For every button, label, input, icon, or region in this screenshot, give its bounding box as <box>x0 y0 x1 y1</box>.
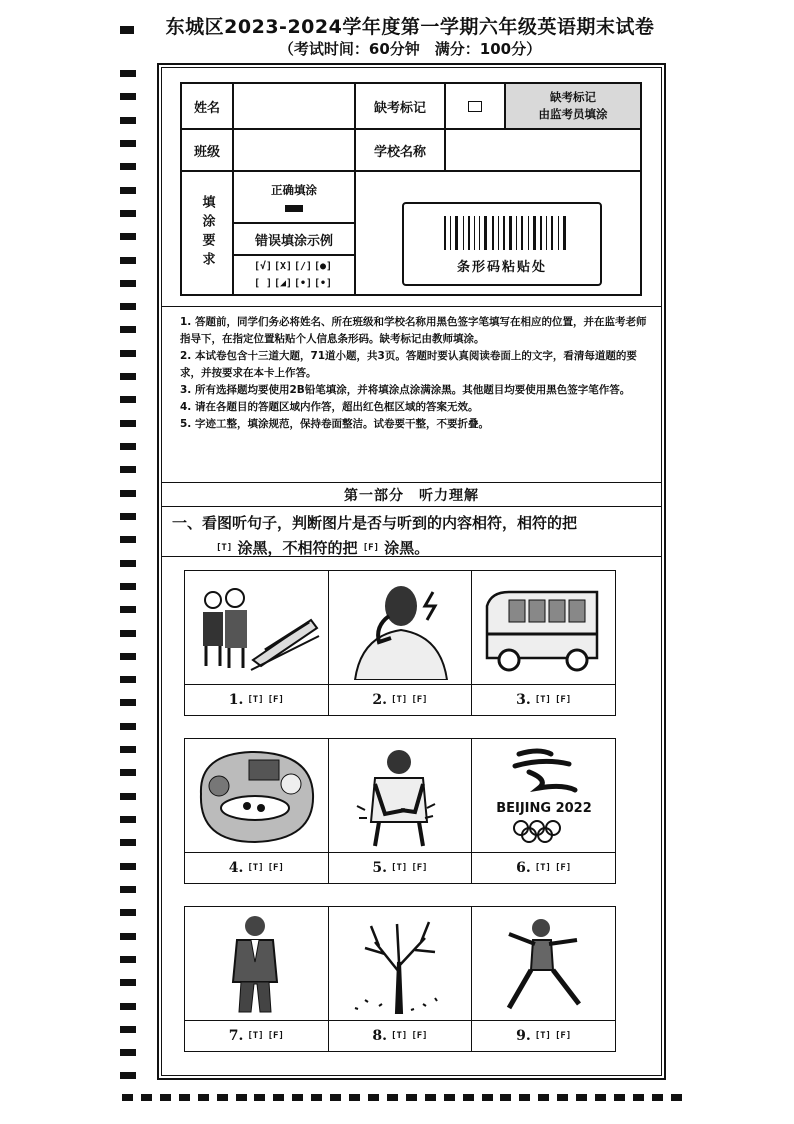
barcode-bar <box>521 216 523 250</box>
registration-mark <box>120 630 136 637</box>
question-number <box>472 1021 615 1051</box>
registration-mark <box>120 373 136 380</box>
option-t[interactable]: [T] <box>391 1031 408 1041</box>
barcode-bar <box>563 216 566 250</box>
note-item: 4. 请在各题目的答题区域内作答，超出红色框区域的答案无效。 <box>180 401 479 413</box>
divider-section-bottom <box>161 506 662 507</box>
kung-fu-icon <box>479 912 609 1016</box>
registration-mark <box>120 839 136 846</box>
option-f[interactable]: [F] <box>554 695 572 705</box>
option-t[interactable]: [T] <box>247 1031 264 1041</box>
beijing-2022-logo-picture <box>472 739 615 853</box>
barcode-bar <box>546 216 547 250</box>
divider-instruction-bottom <box>161 556 662 557</box>
registration-mark <box>120 70 136 77</box>
question-card <box>185 907 329 1051</box>
registration-mark <box>330 1094 341 1101</box>
barcode-bar <box>551 216 553 250</box>
absent-checkbox[interactable] <box>468 101 482 112</box>
question-card <box>472 907 615 1051</box>
registration-mark <box>120 653 136 660</box>
wrong-fill-sample: [√] <box>254 261 273 272</box>
option-t[interactable]: [T] <box>534 863 551 873</box>
registration-mark <box>120 560 136 567</box>
instruction-end: 涂黑。 <box>384 539 430 557</box>
registration-mark <box>406 1094 417 1101</box>
option-f[interactable]: [F] <box>267 1031 284 1041</box>
question-number <box>472 685 615 715</box>
f-option-sample: [F] <box>362 543 380 553</box>
question-number <box>472 853 615 883</box>
wrong-fill-sample: [●] <box>314 261 333 272</box>
registration-mark <box>120 490 136 497</box>
barcode-bar <box>444 216 446 250</box>
registration-mark <box>120 350 136 357</box>
registration-mark <box>120 606 136 613</box>
registration-mark <box>538 1094 549 1101</box>
picture-row-2 <box>184 738 616 884</box>
registration-mark <box>387 1094 398 1101</box>
question-number <box>329 853 472 883</box>
registration-mark <box>671 1094 682 1101</box>
question-num: 6. <box>516 860 531 876</box>
option-f[interactable]: [F] <box>411 695 428 705</box>
divider-section-top <box>161 482 662 483</box>
barcode-bar <box>498 216 499 250</box>
registration-mark <box>120 979 136 986</box>
registration-mark <box>120 326 136 333</box>
registration-mark <box>349 1094 360 1101</box>
question-num: 4. <box>228 860 244 876</box>
olympic-logo-icon <box>479 744 609 848</box>
registration-mark <box>425 1094 436 1101</box>
option-f[interactable]: [F] <box>267 863 284 873</box>
question-num: 8. <box>372 1028 388 1044</box>
question-card <box>472 571 615 715</box>
barcode-bar <box>516 216 517 250</box>
filled-mark-example <box>285 205 303 212</box>
registration-mark <box>120 466 136 473</box>
instruction-line2 <box>172 536 652 561</box>
registration-mark <box>120 583 136 590</box>
registration-mark <box>120 163 136 170</box>
absent-note <box>505 83 641 129</box>
question-num: 3. <box>516 692 531 708</box>
registration-mark <box>652 1094 663 1101</box>
question-num: 9. <box>516 1028 531 1044</box>
registration-mark <box>120 117 136 124</box>
class-field[interactable] <box>233 129 355 171</box>
note-item: 2. 本试卷包含十三道大题，71道小题，共3页。答题时要认真阅读卷面上的文字，看清每道题的要求，并按要求在本卡上作答。 <box>180 350 637 379</box>
picture-row-1 <box>184 570 616 716</box>
question-number <box>329 685 472 715</box>
question-card <box>329 571 473 715</box>
barcode-bar <box>540 216 542 250</box>
option-t[interactable]: [T] <box>534 1031 551 1041</box>
page-title: 东城区2023-2024学年度第一学期六年级英语期末试卷 <box>165 16 655 38</box>
registration-mark <box>120 443 136 450</box>
note-item: 1. 答题前，同学们务必将姓名、所在班级和学校名称用黑色签字笔填写在相应的位置，并在监考老师指导下，在指定位置粘贴个人信息条形码。缺考标记由教师填涂。 <box>180 316 647 345</box>
wrong-fill-sample: [X] <box>274 261 293 272</box>
t-option-sample: [T] <box>216 543 233 553</box>
question-number <box>329 1021 472 1051</box>
barcode-bar <box>450 216 451 250</box>
registration-mark <box>120 257 136 264</box>
registration-mark <box>120 396 136 403</box>
question-instruction <box>172 511 652 561</box>
registration-mark <box>198 1094 209 1101</box>
registration-mark <box>120 420 136 427</box>
barcode-bar <box>503 216 505 250</box>
registration-mark <box>576 1094 587 1101</box>
option-t[interactable]: [T] <box>534 695 551 705</box>
registration-mark <box>311 1094 322 1101</box>
exam-notes <box>180 314 648 433</box>
registration-mark <box>120 303 136 310</box>
registration-mark <box>120 513 136 520</box>
registration-mark <box>254 1094 265 1101</box>
bus-icon <box>479 576 609 680</box>
registration-mark <box>120 93 136 100</box>
registration-mark <box>120 933 136 940</box>
registration-mark <box>482 1094 493 1101</box>
family-dinner-picture <box>185 739 328 853</box>
option-f[interactable]: [F] <box>411 1031 428 1041</box>
registration-mark-top <box>120 26 134 34</box>
absent-note-line2: 由监考员填涂 <box>538 107 608 121</box>
registration-marks-bottom <box>122 1094 682 1101</box>
registration-mark <box>444 1094 455 1101</box>
registration-mark <box>120 956 136 963</box>
registration-mark <box>120 233 136 240</box>
registration-mark <box>120 1003 136 1010</box>
barcode-bar <box>533 216 536 250</box>
registration-marks-left <box>120 70 136 1080</box>
question-num: 1. <box>228 692 244 708</box>
barcode-sticker-box <box>402 202 602 286</box>
question-card <box>472 739 615 883</box>
registration-mark <box>120 909 136 916</box>
registration-mark <box>519 1094 530 1101</box>
question-num: 2. <box>372 692 388 708</box>
registration-mark <box>463 1094 474 1101</box>
registration-mark <box>120 210 136 217</box>
question-number <box>185 685 328 715</box>
wrong-fill-examples <box>233 255 355 295</box>
school-bus-picture <box>472 571 615 685</box>
registration-mark <box>614 1094 625 1101</box>
question-card <box>329 739 473 883</box>
stomachache-icon <box>335 744 465 848</box>
question-number <box>185 1021 328 1051</box>
option-f[interactable]: [F] <box>411 863 428 873</box>
note-item: 5. 字迹工整，填涂规范，保持卷面整洁。试卷要干整，不要折叠。 <box>180 418 489 430</box>
registration-mark <box>120 793 136 800</box>
school-label: 学校名称 <box>355 129 445 171</box>
elderly-couple-train-picture <box>185 571 328 685</box>
exam-info: （考试时间：60分钟 满分：100分） <box>278 40 542 58</box>
registration-mark <box>120 536 136 543</box>
registration-mark <box>120 1026 136 1033</box>
barcode-bar <box>492 216 494 250</box>
registration-mark <box>120 1049 136 1056</box>
registration-mark <box>292 1094 303 1101</box>
note-item: 3. 所有选择题均要使用2B铅笔填涂，并将填涂点涂满涂黑。其他题目均要使用黑色签字笔作答。 <box>180 384 631 396</box>
registration-mark <box>160 1094 171 1101</box>
correct-fill-label: 正确填涂 <box>271 183 317 197</box>
divider-notes-top <box>161 306 662 307</box>
question-number <box>185 853 328 883</box>
option-t[interactable]: [T] <box>391 695 408 705</box>
registration-mark <box>557 1094 568 1101</box>
question-card <box>329 907 473 1051</box>
man-in-suit-icon <box>191 912 321 1016</box>
registration-mark <box>122 1094 133 1101</box>
elderly-couple-train-icon <box>191 576 321 680</box>
option-f[interactable]: [F] <box>267 695 284 705</box>
wrong-fill-samples <box>254 261 334 289</box>
registration-mark <box>141 1094 152 1101</box>
instruction-mid: 涂黑，不相符的把 <box>237 539 358 557</box>
bare-tree-picture <box>329 907 472 1021</box>
registration-mark <box>120 886 136 893</box>
barcode-bar <box>528 216 529 250</box>
registration-mark <box>120 1072 136 1079</box>
barcode-bar <box>463 216 464 250</box>
option-t[interactable]: [T] <box>247 695 264 705</box>
question-card <box>185 571 329 715</box>
barcode-bar <box>558 216 559 250</box>
barcode-bar <box>468 216 470 250</box>
absent-note-line1: 缺考标记 <box>550 90 596 104</box>
registration-mark <box>633 1094 644 1101</box>
barcode-bar <box>484 216 487 250</box>
wrong-fill-sample: [ ] <box>254 278 273 289</box>
option-f[interactable]: [F] <box>554 863 572 873</box>
option-t[interactable]: [T] <box>247 863 264 873</box>
wrong-fill-label: 错误填涂示例 <box>233 223 355 255</box>
instruction-line1: 一、看图听句子，判断图片是否与听到的内容相符，相符的把 <box>172 514 578 532</box>
question-card <box>185 739 329 883</box>
registration-mark <box>120 187 136 194</box>
registration-mark <box>120 746 136 753</box>
registration-mark <box>500 1094 511 1101</box>
barcode-bar <box>455 216 458 250</box>
absent-mark-cell[interactable] <box>445 83 505 129</box>
registration-mark <box>368 1094 379 1101</box>
registration-mark <box>120 280 136 287</box>
school-field[interactable] <box>445 129 641 171</box>
registration-mark <box>120 723 136 730</box>
barcode-bar <box>479 216 480 250</box>
wrong-fill-sample: [◢] <box>274 278 293 289</box>
question-num: 7. <box>228 1028 244 1044</box>
registration-mark <box>595 1094 606 1101</box>
option-f[interactable]: [F] <box>554 1031 572 1041</box>
registration-mark <box>217 1094 228 1101</box>
registration-mark <box>120 769 136 776</box>
family-dinner-icon <box>191 744 321 848</box>
neck-pain-icon <box>335 576 465 680</box>
barcode-label: 条形码粘贴处 <box>456 260 547 275</box>
question-num: 5. <box>372 860 388 876</box>
picture-row-3 <box>184 906 616 1052</box>
barcode-icon <box>444 216 566 250</box>
logo-text: BEIJING 2022 <box>495 800 592 816</box>
absent-label: 缺考标记 <box>355 83 445 129</box>
registration-mark <box>120 140 136 147</box>
name-field[interactable] <box>233 83 355 129</box>
fill-requirements-label <box>181 171 233 295</box>
registration-mark <box>273 1094 284 1101</box>
registration-mark <box>120 699 136 706</box>
bare-tree-icon <box>335 912 465 1016</box>
registration-mark <box>179 1094 190 1101</box>
kung-fu-picture <box>472 907 615 1021</box>
registration-mark <box>120 863 136 870</box>
stomachache-picture <box>329 739 472 853</box>
registration-mark <box>120 816 136 823</box>
neck-pain-picture <box>329 571 472 685</box>
class-label: 班级 <box>181 129 233 171</box>
wrong-fill-sample: [•] <box>314 278 333 289</box>
registration-mark <box>236 1094 247 1101</box>
man-in-suit-picture <box>185 907 328 1021</box>
registration-mark <box>120 676 136 683</box>
option-t[interactable]: [T] <box>391 863 408 873</box>
section-title: 第一部分 听力理解 <box>344 488 479 504</box>
wrong-fill-sample: [/] <box>294 261 313 272</box>
fill-requirements-text: 填涂要求 <box>199 195 215 271</box>
name-label: 姓名 <box>181 83 233 129</box>
barcode-bar <box>509 216 512 250</box>
barcode-bar <box>474 216 475 250</box>
wrong-fill-sample: [•] <box>294 278 313 289</box>
correct-fill-example <box>233 171 355 223</box>
